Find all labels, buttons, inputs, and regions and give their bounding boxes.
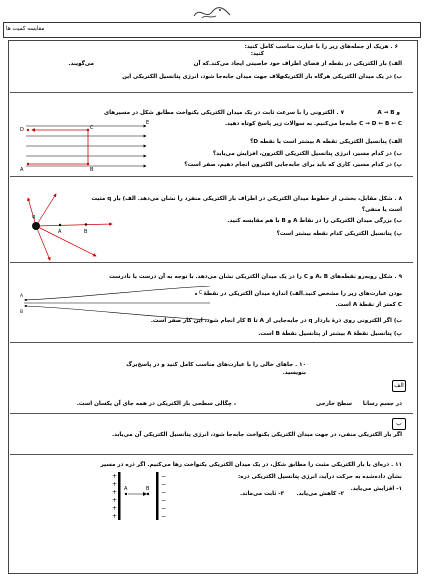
q9-label-a: A	[20, 294, 24, 299]
q11-option-1: ۱- افزایش می‌یابد.	[350, 486, 402, 492]
q10-part-a-right: ، چگالی سطحی بار الکتریکی در همه جای آن یکسان است.	[76, 401, 236, 407]
svg-text:−: −	[161, 497, 167, 504]
header-bar	[3, 22, 421, 38]
q10-line1: ۱۰ . جاهای خالی را با عبارت‌های مناسب کامل کنید و در پاسخ‌برگ	[126, 362, 306, 368]
q11-capacitor-diagram	[112, 470, 168, 524]
q7-line1-path: A → B و	[377, 110, 400, 116]
svg-text:−: −	[161, 489, 167, 496]
q11-line1: ۱۱ . ذره‌ای با بار الکتریکی مثبت را مطابق شکل، در یک میدان الکتریکی یکنواخت رها می‌کنیم. اگر ذره در مسیر	[100, 462, 402, 468]
q8-point-charge-diagram	[26, 190, 118, 262]
svg-text:−: −	[161, 513, 167, 520]
q7-part-b: ب) در کدام مسیر، انرژی پتانسیل الکتریکی الکترون، افزایش می‌یابد؟	[212, 151, 402, 157]
q8-part-b: ب) بزرگی میدان الکتریکی را در نقاط A و B با هم مقایسه کنید.	[227, 218, 402, 224]
q8-line2: است یا منفی؟	[361, 207, 402, 213]
q11-label-a: A	[124, 486, 128, 492]
q10-box-b: ب	[392, 418, 406, 430]
q6-part-b: ب) در یک میدان الکتریکی هرگاه بار الکتریکی	[279, 74, 402, 80]
q7-label-d: D	[20, 127, 24, 133]
q6-part-b-end: خلاف جهت میدان جابه‌جا شود، انرژی پتانسیل الکتریکی این	[122, 74, 284, 80]
q7-part-c: پ) در کدام مسیر، کاری که باید برای جابه‌جایی الکترون انجام دهیم، صفر است؟	[184, 162, 402, 168]
q8-line1: ۸ . شکل مقابل، بخشی از خطوط میدان الکتریکی در اطراف بار الکتریکی منفرد را نشان می‌دهد. الف) بار q مثبت	[91, 196, 402, 202]
svg-text:−: −	[161, 505, 167, 512]
q7-line1: ۷ . الکترونی را با سرعت ثابت در یک میدان الکتریکی یکنواخت مطابق شکل در مسیرهای	[104, 110, 344, 116]
q6-part-a: الف) بار الکتریکی در نقطه از فضای اطراف خود خاصیتی ایجاد می‌کند.که آن	[193, 61, 402, 67]
header-title: مقایسه کمیت ها	[6, 26, 45, 32]
calligraphy-logo	[190, 4, 234, 22]
svg-text:+: +	[112, 473, 118, 480]
q7-label-e: E	[146, 120, 150, 126]
svg-text:+: +	[112, 497, 118, 504]
q8-part-c: پ) پتانسیل الکتریکی کدام نقطه بیشتر است؟	[276, 231, 402, 237]
q8-label-q: q	[32, 214, 36, 220]
divider	[10, 342, 413, 343]
q7-part-a: الف) پتانسیل الکتریکی نقطه A بیشتر است یا نقطه D؟	[250, 139, 402, 145]
q9-field-lines-diagram	[18, 286, 218, 320]
q9-line2: بودن عبارت‌های زیر را مشخص کنید.الف) اندازهٔ میدان الکتریکی در نقطهٔ	[203, 291, 402, 297]
divider	[10, 176, 413, 177]
q9-line1: ۹ . شکل روبه‌رو نقطه‌های A، B و C را در یک میدان الکتریکی نشان می‌دهد. با توجه به آن درست یا نادرست	[109, 274, 402, 280]
q6-part-a-end: می‌گویند.	[68, 61, 94, 67]
svg-text:−: −	[161, 481, 167, 488]
svg-text:+: +	[112, 505, 118, 512]
q11-option-3: ۳- ثابت می‌ماند.	[239, 491, 284, 497]
svg-text:−: −	[161, 473, 167, 480]
q8-label-a: A	[58, 229, 62, 235]
svg-text:+: +	[112, 489, 118, 496]
q10-box-a: الف	[392, 380, 406, 392]
q7-label-a: A	[20, 167, 24, 173]
divider	[10, 262, 413, 263]
q6-title: ۶ . هریک از جمله‌های زیر را با عبارت مناسب کامل کنید:	[244, 44, 398, 50]
q11-option-2: ۲- کاهش می‌یابد.	[296, 491, 344, 497]
svg-text:+: +	[112, 513, 118, 520]
q10-line2: بنویسید.	[282, 370, 306, 376]
q8-label-b: B	[84, 229, 88, 235]
divider	[10, 92, 413, 93]
divider	[10, 413, 413, 414]
q10-part-a-mid: سطح خارجی	[316, 401, 352, 407]
q11-label-b: B	[146, 486, 150, 492]
q6-title-line2: کنید:	[250, 51, 264, 57]
q9-label-b: B	[20, 310, 24, 315]
q9-line3: C کمتر از نقطهٔ A است.	[335, 302, 402, 308]
q7-label-c: C	[90, 125, 94, 131]
q7-label-b: B	[90, 167, 94, 173]
divider	[10, 454, 413, 455]
q7-field-diagram	[18, 120, 158, 176]
q10-part-b: اگر بار الکتریکی منفی، در جهت میدان الکتریکی یکنواخت جابه‌جا شود، انرژی پتانسیل الکتریکی آن می‌یابد.	[111, 432, 402, 438]
q11-line2: نشان داده‌شده به حرکت درآید، انرژی پتانسیل الکتریکی ذره:	[238, 474, 402, 480]
q9-part-b: ب) اگر الکترونی روی ذرهٔ باردار q در جابه‌جایی از A تا B کار انجام شود، این کار صفر است.	[150, 318, 402, 324]
q9-label-c: C	[199, 290, 203, 296]
q7-line2: C → D ← B ← C جابه‌جا می‌کنیم. به سوالات زیر پاسخ کوتاه دهید.	[224, 121, 402, 127]
q10-part-a-left: در جسم رسانا	[362, 401, 402, 407]
svg-text:+: +	[112, 481, 118, 488]
q9-part-c: پ) پتانسیل نقطهٔ A بیشتر از پتانسیل نقطهٔ B است.	[258, 331, 402, 337]
